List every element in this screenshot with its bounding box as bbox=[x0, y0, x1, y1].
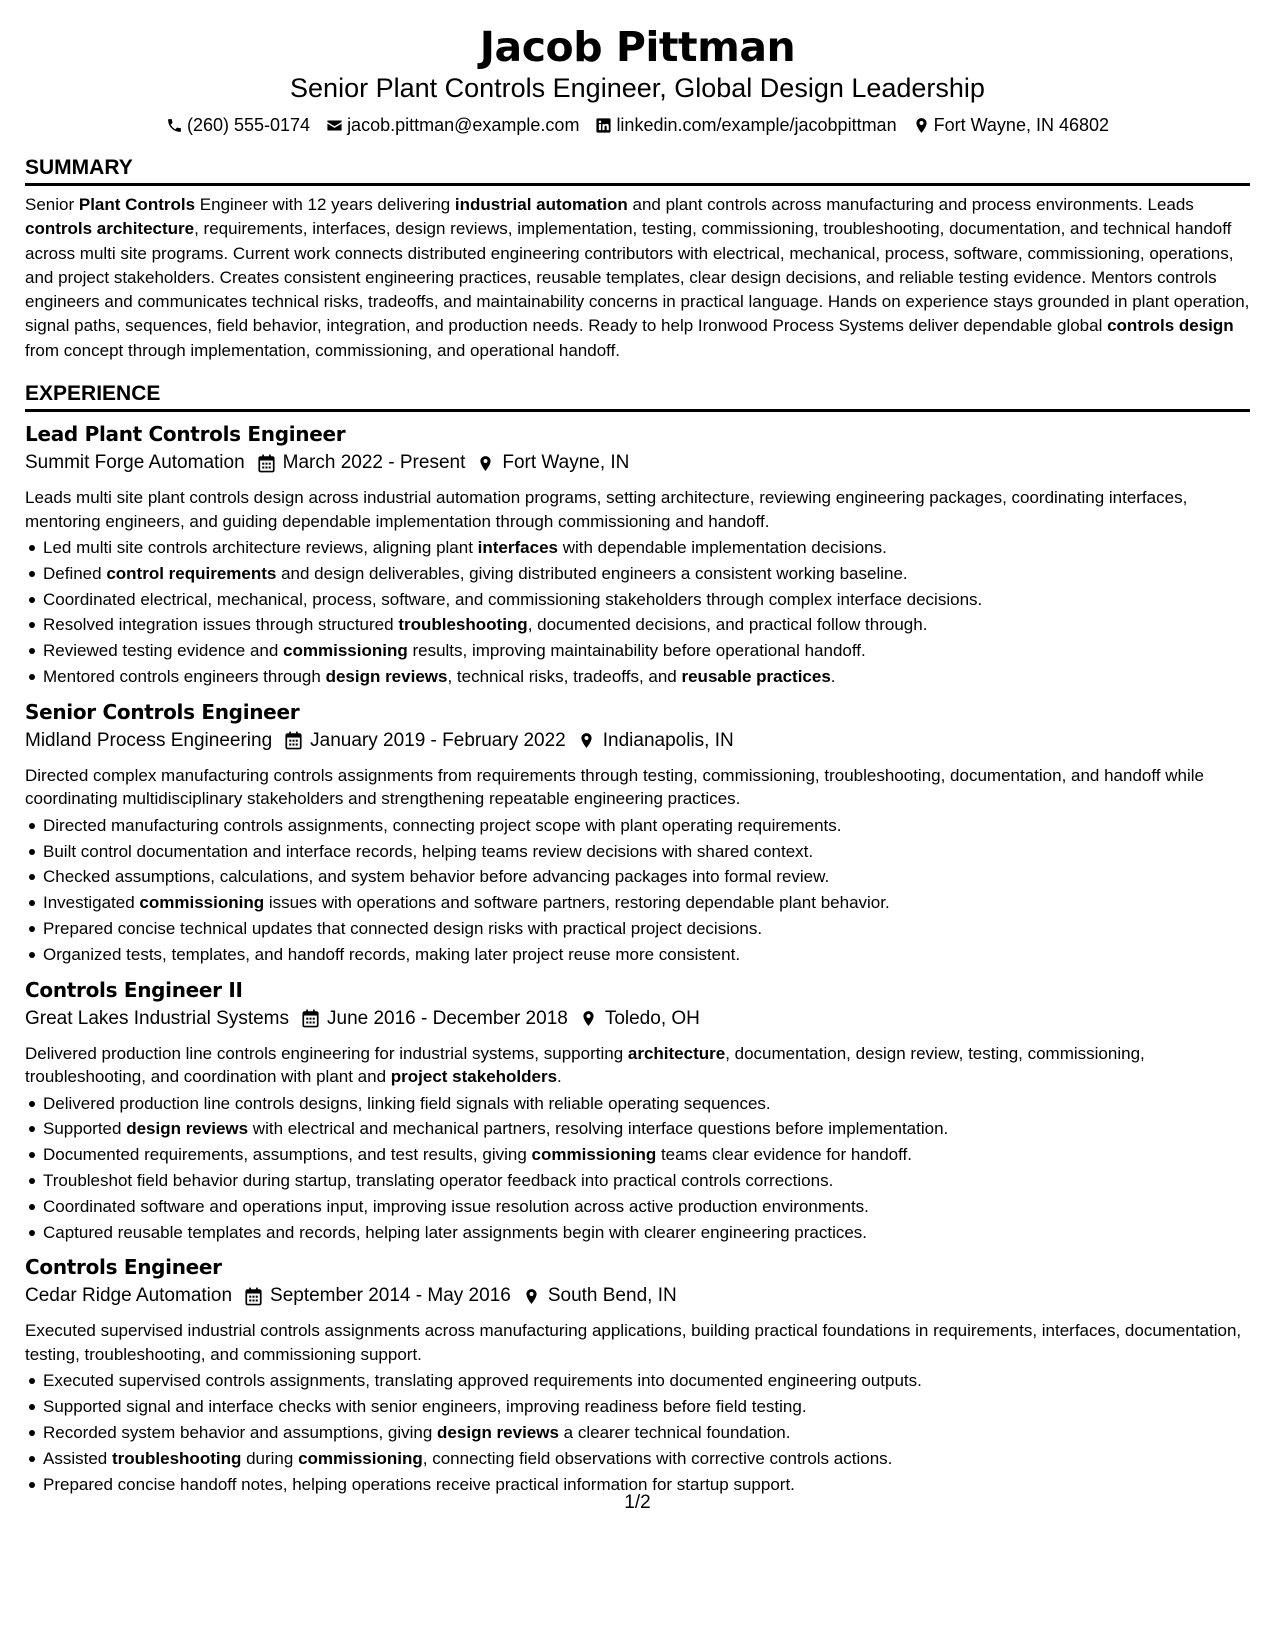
bullet-item bbox=[43, 1394, 1250, 1420]
text-run: Directed complex manufacturing controls assignments from requirements through testing, commissioning, troubleshooting, documentation, and handoff while coordinating multidisciplinary stakeholders and strengthening repeatable engineering practices. bbox=[25, 765, 1204, 809]
bold-phrase: commissioning bbox=[139, 893, 265, 913]
experience-heading: EXPERIENCE bbox=[25, 381, 1250, 412]
text-run: and design deliverables, giving distributed engineers a consistent working baseline. bbox=[276, 563, 908, 583]
text-run: Checked assumptions, calculations, and system behavior before advancing packages into formal review. bbox=[43, 867, 830, 887]
candidate-name: Jacob Pittman bbox=[479, 23, 796, 71]
job-entry bbox=[25, 698, 1250, 968]
bold-phrase: design reviews bbox=[437, 1423, 559, 1443]
email-text: jacob.pittman@example.com bbox=[347, 115, 580, 135]
bullet-item bbox=[43, 664, 1250, 690]
text-run: Mentored controls engineers through bbox=[43, 667, 326, 687]
job-bullets bbox=[25, 813, 1250, 968]
job-dates: June 2016 - December 2018 bbox=[327, 1007, 568, 1029]
job-description bbox=[25, 1042, 1250, 1089]
job-meta bbox=[25, 448, 1250, 478]
job-dates: March 2022 - Present bbox=[282, 452, 466, 474]
calendar-icon bbox=[289, 1009, 327, 1028]
resume-header bbox=[25, 22, 1250, 137]
bullet-item bbox=[43, 561, 1250, 587]
bold-phrase: reusable practices bbox=[681, 667, 831, 687]
map-pin-icon bbox=[465, 454, 502, 473]
text-run: , requirements, interfaces, design reviews, implementation, testing, commissioning, troubleshooting, documentation, and technical handoff across multi site programs. Current work connects distributed engineering contributors with electrical, mechanical, process, software, commissioning, operations, and project stakeholders. Creates consistent engineering practices, reusable templates, clear design decisions, and reliable testing evidence. Mentors controls engineers and communicates technical risks, tradeoffs, and maintainability concerns in practical language. Hands on experience stays grounded in plant operation, signal paths, sequences, field behavior, integration, and production needs. Ready to help Ironwood Process Systems deliver dependable global bbox=[25, 219, 1250, 336]
text-run: teams clear evidence for handoff. bbox=[656, 1145, 912, 1165]
text-run: Prepared concise handoff notes, helping operations receive practical information for startup support. bbox=[43, 1474, 795, 1494]
job-meta bbox=[25, 726, 1250, 756]
bold-phrase: design reviews bbox=[126, 1119, 249, 1139]
text-run: Assisted bbox=[43, 1448, 112, 1468]
map-pin-icon bbox=[568, 1009, 605, 1028]
text-run: , documented decisions, and practical follow through. bbox=[527, 615, 928, 635]
bullet-item bbox=[43, 916, 1250, 942]
text-run: Reviewed testing evidence and bbox=[43, 641, 284, 661]
contact-bar bbox=[25, 113, 1250, 137]
contact-phone[interactable] bbox=[166, 113, 310, 137]
summary-text bbox=[25, 193, 1250, 363]
text-run: Executed supervised industrial controls assignments across manufacturing applications, building practical foundations in requirements, interfaces, documentation, testing, troubleshooting, and commissioning support. bbox=[25, 1321, 1242, 1364]
text-run: Delivered production line controls designs, linking field signals with reliable operating sequences. bbox=[43, 1093, 771, 1113]
bullet-item bbox=[43, 612, 1250, 638]
text-run: Engineer with 12 years delivering bbox=[195, 195, 455, 214]
bold-phrase: troubleshooting bbox=[111, 1448, 242, 1468]
job-bullets bbox=[25, 535, 1250, 690]
bullet-item bbox=[43, 942, 1250, 968]
text-run: with electrical and mechanical partners, resolving interface questions before implementation. bbox=[248, 1119, 949, 1139]
envelope-icon bbox=[326, 117, 343, 134]
bold-phrase: troubleshooting bbox=[398, 615, 528, 635]
job-title: Senior Controls Engineer bbox=[25, 699, 300, 724]
text-run: Troubleshot field behavior during startup, translating operator feedback into practical controls corrections. bbox=[43, 1171, 834, 1191]
bullet-item bbox=[43, 1116, 1250, 1142]
job-company: Summit Forge Automation bbox=[25, 452, 245, 474]
resume-page bbox=[25, 22, 1250, 1497]
text-run: and plant controls across manufacturing and process environments. Leads bbox=[627, 195, 1194, 214]
text-run: during bbox=[241, 1448, 299, 1468]
phone-text: (260) 555-0174 bbox=[186, 115, 311, 135]
text-run: Delivered production line controls engineering for industrial systems, supporting bbox=[25, 1043, 628, 1063]
calendar-icon bbox=[272, 731, 310, 750]
bullet-item bbox=[43, 1194, 1250, 1220]
text-run: Executed supervised controls assignments, translating approved requirements into documented engineering outputs. bbox=[43, 1371, 922, 1391]
map-pin-icon bbox=[913, 117, 930, 134]
linkedin-text: linkedin.com/example/jacobpittman bbox=[616, 115, 897, 135]
text-run: Captured reusable templates and records, helping later assignments begin with clearer engineering practices. bbox=[43, 1222, 868, 1242]
job-description bbox=[25, 1319, 1250, 1366]
bullet-item bbox=[43, 1142, 1250, 1168]
text-run: Built control documentation and interface records, helping teams review decisions with shared context. bbox=[43, 841, 814, 861]
job-entry bbox=[25, 420, 1250, 690]
bold-phrase: industrial automation bbox=[454, 195, 628, 214]
location-text: Fort Wayne, IN 46802 bbox=[933, 115, 1110, 135]
text-run: Directed manufacturing controls assignments, connecting project scope with plant operating requirements. bbox=[43, 815, 842, 835]
calendar-icon bbox=[232, 1287, 270, 1306]
bold-phrase: commissioning bbox=[298, 1448, 423, 1468]
job-location: Fort Wayne, IN bbox=[502, 452, 630, 474]
text-run: Prepared concise technical updates that connected design risks with practical project decisions. bbox=[43, 919, 763, 939]
text-run: issues with operations and software partners, restoring dependable plant behavior. bbox=[264, 893, 890, 913]
bullet-item bbox=[43, 1091, 1250, 1117]
job-entry bbox=[25, 1253, 1250, 1497]
text-run: Led multi site controls architecture reviews, aligning plant bbox=[43, 538, 478, 558]
job-entry bbox=[25, 976, 1250, 1246]
text-run: Coordinated software and operations input, improving issue resolution across active production environments. bbox=[43, 1196, 869, 1216]
bullet-item bbox=[43, 638, 1250, 664]
bold-phrase: controls architecture bbox=[25, 219, 195, 239]
text-run: . bbox=[830, 667, 836, 687]
bold-phrase: commissioning bbox=[531, 1145, 657, 1165]
text-run: Resolved integration issues through structured bbox=[43, 615, 399, 635]
text-run: Coordinated electrical, mechanical, process, software, and commissioning stakeholders through complex interface decisions. bbox=[43, 589, 983, 609]
text-run: . bbox=[557, 1067, 562, 1087]
bold-phrase: control requirements bbox=[106, 563, 277, 583]
bullet-item bbox=[43, 839, 1250, 865]
bold-phrase: Plant Controls bbox=[78, 195, 196, 214]
bold-phrase: controls design bbox=[1107, 316, 1234, 336]
text-run: from concept through implementation, commissioning, and operational handoff. bbox=[25, 340, 621, 360]
bullet-item bbox=[43, 535, 1250, 561]
job-dates: January 2019 - February 2022 bbox=[310, 729, 566, 751]
job-location: Toledo, OH bbox=[604, 1007, 700, 1029]
job-company: Cedar Ridge Automation bbox=[25, 1285, 233, 1307]
contact-email[interactable] bbox=[326, 113, 579, 137]
text-run: , documentation, design review, testing, commissioning, troubleshooting, and coordination with plant and bbox=[25, 1043, 1145, 1087]
map-pin-icon bbox=[511, 1287, 548, 1306]
text-run: , technical risks, tradeoffs, and bbox=[447, 667, 682, 687]
bold-phrase: commissioning bbox=[283, 641, 408, 661]
job-location: Indianapolis, IN bbox=[602, 729, 734, 751]
job-title: Lead Plant Controls Engineer bbox=[25, 422, 346, 447]
linkedin-icon bbox=[595, 117, 612, 134]
bullet-item bbox=[43, 587, 1250, 613]
text-run: a clearer technical foundation. bbox=[558, 1423, 791, 1443]
text-run: , connecting field observations with corrective controls actions. bbox=[422, 1448, 893, 1468]
job-location: South Bend, IN bbox=[547, 1285, 677, 1307]
text-run: Defined bbox=[43, 563, 107, 583]
text-run: Senior bbox=[25, 195, 79, 214]
summary-section bbox=[25, 155, 1250, 363]
job-meta bbox=[25, 1004, 1250, 1034]
calendar-icon bbox=[245, 454, 283, 473]
job-bullets bbox=[25, 1368, 1250, 1497]
job-bullets bbox=[25, 1091, 1250, 1246]
contact-location bbox=[913, 113, 1109, 137]
text-run: Investigated bbox=[43, 893, 140, 913]
text-run: Recorded system behavior and assumptions, giving bbox=[43, 1423, 438, 1443]
candidate-headline: Senior Plant Controls Engineer, Global Design Leadership bbox=[290, 73, 985, 103]
text-run: results, improving maintainability before operational handoff. bbox=[407, 641, 866, 661]
text-run: Leads multi site plant controls design across industrial automation programs, setting architecture, reviewing engineering packages, coordinating interfaces, mentoring engineers, and guiding dependable implementation through commissioning and handoff. bbox=[25, 488, 1188, 531]
job-title: Controls Engineer bbox=[25, 1255, 222, 1280]
bullet-item bbox=[43, 1220, 1250, 1246]
phone-icon bbox=[166, 117, 183, 134]
job-company: Great Lakes Industrial Systems bbox=[25, 1007, 289, 1029]
bullet-item bbox=[43, 864, 1250, 890]
text-run: Organized tests, templates, and handoff records, making later project reuse more consistent. bbox=[43, 944, 741, 964]
job-title: Controls Engineer II bbox=[25, 977, 243, 1002]
bullet-item bbox=[43, 890, 1250, 916]
bold-phrase: project stakeholders bbox=[390, 1067, 558, 1087]
job-description bbox=[25, 764, 1250, 811]
job-meta bbox=[25, 1281, 1250, 1311]
summary-heading: SUMMARY bbox=[25, 155, 1250, 186]
experience-section bbox=[25, 381, 1250, 1497]
bold-phrase: architecture bbox=[627, 1043, 726, 1063]
bullet-item bbox=[43, 1168, 1250, 1194]
job-description bbox=[25, 486, 1250, 533]
text-run: with dependable implementation decisions. bbox=[557, 538, 887, 558]
bullet-item bbox=[43, 1368, 1250, 1394]
job-company: Midland Process Engineering bbox=[25, 729, 273, 751]
map-pin-icon bbox=[566, 731, 603, 750]
bullet-item bbox=[43, 1420, 1250, 1446]
text-run: Documented requirements, assumptions, and test results, giving bbox=[43, 1145, 532, 1165]
page-number: 1/2 bbox=[624, 1492, 651, 1513]
contact-linkedin[interactable] bbox=[595, 113, 896, 137]
text-run: Supported bbox=[43, 1119, 127, 1139]
bold-phrase: interfaces bbox=[477, 538, 558, 558]
job-dates: September 2014 - May 2016 bbox=[270, 1285, 511, 1307]
bold-phrase: design reviews bbox=[325, 667, 448, 687]
text-run: Supported signal and interface checks with senior engineers, improving readiness before field testing. bbox=[43, 1397, 807, 1417]
bullet-item bbox=[43, 1446, 1250, 1472]
bullet-item bbox=[43, 813, 1250, 839]
